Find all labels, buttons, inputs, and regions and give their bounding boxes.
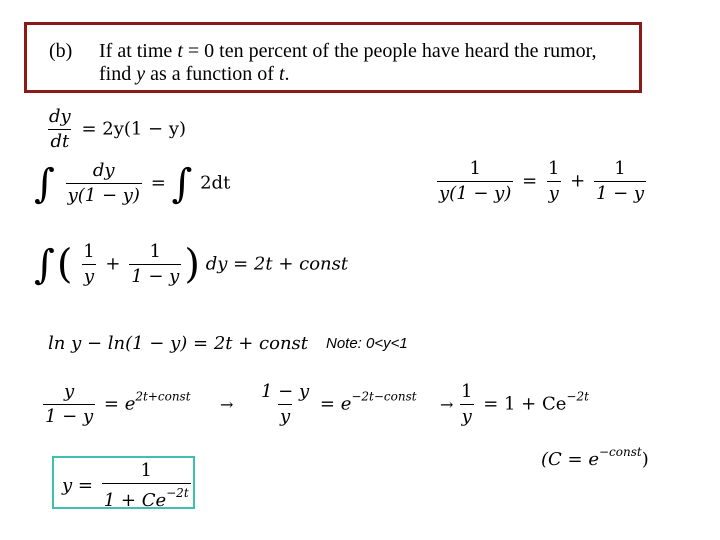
integral-sign-icon: ∫ bbox=[171, 160, 193, 207]
numerator: 1 bbox=[83, 241, 95, 262]
equation-rhs: dy = 2t + const bbox=[205, 253, 349, 275]
exponent: −const bbox=[598, 445, 642, 459]
denominator: y bbox=[461, 406, 472, 427]
problem-text: If at time bbox=[99, 40, 178, 62]
numerator: 1 bbox=[547, 158, 560, 179]
part-label: (b) bbox=[49, 40, 73, 62]
equation-partial-fractions bbox=[434, 160, 649, 203]
variable-y: y bbox=[136, 63, 146, 85]
denominator: y(1 − y) bbox=[439, 183, 512, 204]
fraction-one-minus-y-over-y bbox=[259, 383, 311, 426]
fraction-one-over-one-minus-y bbox=[129, 243, 181, 286]
final-lhs: y = bbox=[62, 475, 93, 496]
fraction-one-over-y bbox=[546, 160, 561, 203]
numerator: 1 bbox=[614, 158, 626, 179]
problem-line-2 bbox=[99, 63, 290, 86]
plus-sign: + bbox=[105, 253, 121, 275]
note-text: Note: 0<y<1 bbox=[326, 335, 408, 352]
equation-rhs: = 2y(1 − y) bbox=[81, 118, 187, 140]
fraction-lhs bbox=[437, 160, 513, 203]
constant-close: ) bbox=[641, 449, 649, 470]
denominator: y bbox=[279, 406, 291, 427]
equation-integral-partial bbox=[34, 243, 348, 286]
denominator: y(1 − y) bbox=[67, 185, 140, 206]
numerator: y bbox=[63, 381, 75, 402]
fraction-one-over-y bbox=[459, 383, 474, 426]
exponent: −2t bbox=[166, 486, 189, 500]
equation-separated-integral bbox=[34, 162, 230, 205]
equals-sign: = bbox=[522, 170, 538, 192]
numerator: 1 bbox=[140, 460, 152, 481]
fraction-final bbox=[102, 462, 191, 510]
denominator: y bbox=[548, 183, 559, 204]
equation-rhs: = e bbox=[319, 393, 352, 415]
problem-text: as a function of bbox=[145, 63, 279, 85]
exponent: −2t−const bbox=[351, 389, 417, 404]
equals-sign: = bbox=[150, 172, 166, 194]
denominator-text: 1 + Ce bbox=[103, 490, 167, 511]
fraction-one-over-one-minus-y bbox=[594, 160, 646, 203]
problem-text: . bbox=[284, 63, 290, 85]
equation-rhs: = 1 + Ce bbox=[483, 393, 567, 415]
left-paren: ( bbox=[56, 241, 73, 288]
denominator bbox=[102, 483, 191, 510]
final-answer-box bbox=[52, 456, 195, 509]
final-answer-equation bbox=[62, 462, 194, 510]
numerator: 1 bbox=[149, 241, 161, 262]
integral-sign-icon: ∫ bbox=[34, 241, 55, 288]
problem-text: find bbox=[99, 63, 137, 85]
denominator: 1 − y bbox=[45, 406, 94, 427]
numerator: 1 bbox=[469, 158, 481, 179]
equation-exponential-a bbox=[40, 383, 191, 426]
arrow-icon: → bbox=[220, 395, 234, 414]
constant-definition bbox=[541, 446, 649, 469]
denominator: 1 − y bbox=[595, 183, 645, 204]
equation-differential bbox=[44, 108, 186, 151]
equation-logarithm: ln y − ln(1 − y) = 2t + const bbox=[48, 333, 309, 354]
problem-line-1 bbox=[99, 40, 597, 63]
right-paren: ) bbox=[184, 241, 200, 288]
fraction-one-over-y bbox=[81, 243, 96, 286]
fraction-dy-over-y bbox=[66, 162, 142, 205]
equation-rhs: = e bbox=[103, 393, 136, 415]
denominator: dt bbox=[50, 131, 70, 152]
exponent: −2t bbox=[566, 389, 589, 404]
plus-sign: + bbox=[570, 170, 586, 192]
variable-t: t bbox=[278, 63, 285, 85]
integral-sign-icon: ∫ bbox=[34, 160, 55, 207]
equation-exponential-c bbox=[456, 383, 589, 426]
denominator: y bbox=[83, 266, 94, 287]
problem-statement-box bbox=[24, 22, 642, 93]
numerator: 1 bbox=[461, 381, 473, 402]
problem-text: = 0 ten percent of the people have heard the rumor, bbox=[182, 40, 597, 62]
fraction-y-over-one-minus-y bbox=[43, 383, 95, 426]
variable-t: t bbox=[177, 40, 183, 62]
arrow-icon: → bbox=[440, 395, 454, 414]
numerator: dy bbox=[49, 106, 71, 127]
equation-exponential-b bbox=[256, 383, 417, 426]
numerator: dy bbox=[92, 160, 115, 181]
exponent: 2t+const bbox=[135, 389, 191, 404]
numerator: 1 − y bbox=[261, 381, 310, 402]
fraction-dy-dt bbox=[47, 108, 73, 151]
constant-text: (C = e bbox=[541, 449, 599, 470]
equation-rhs: 2dt bbox=[200, 172, 231, 194]
denominator: 1 − y bbox=[131, 266, 180, 287]
